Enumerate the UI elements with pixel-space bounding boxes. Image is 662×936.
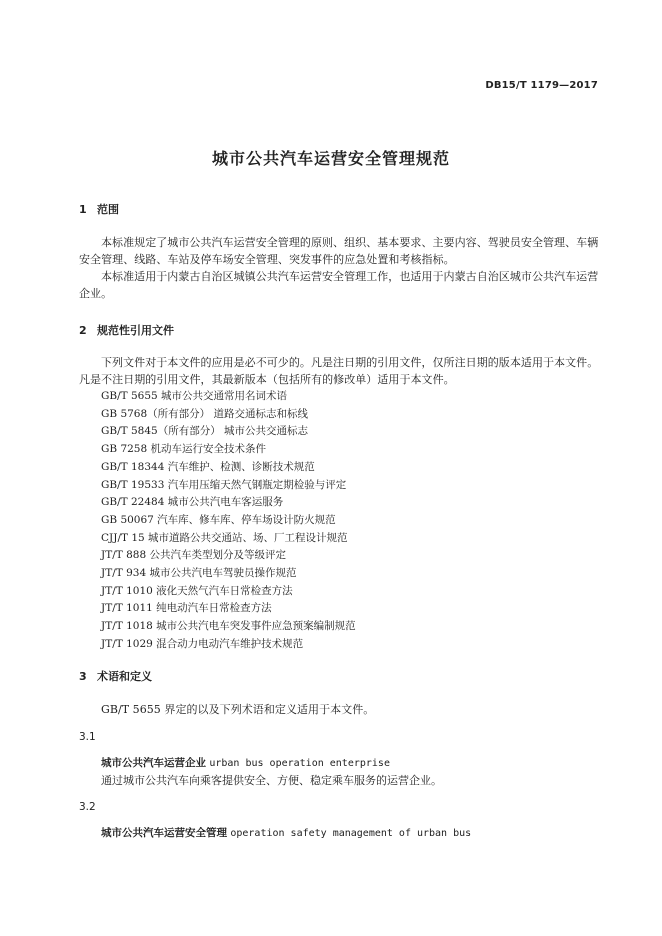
reference-item: GB/T 18344 汽车维护、检测、诊断技术规范 bbox=[101, 460, 315, 473]
term-3-1-name-en: urban bus operation enterprise bbox=[209, 758, 390, 769]
section-2-number: 2 bbox=[79, 324, 87, 337]
scope-paragraph-1: 本标准规定了城市公共汽车运营安全管理的原则、组织、基本要求、主要内容、驾驶员安全管理、车辆安全管理、线路、车站及停车场安全管理、突发事件的应急处置和考核指标。 bbox=[79, 236, 599, 266]
terms-intro: GB/T 5655 界定的以及下列术语和定义适用于本文件。 bbox=[101, 703, 375, 716]
reference-item: JT/T 1011 纯电动汽车日常检查方法 bbox=[101, 602, 272, 615]
term-3-2-name-zh: 城市公共汽车运营安全管理 bbox=[101, 827, 227, 839]
section-2-heading bbox=[79, 322, 174, 338]
section-1-number: 1 bbox=[79, 203, 87, 216]
reference-item: JT/T 1029 混合动力电动汽车维护技术规范 bbox=[101, 637, 304, 650]
reference-list bbox=[101, 388, 356, 654]
reference-item: GB 7258 机动车运行安全技术条件 bbox=[101, 443, 267, 456]
section-2-title: 规范性引用文件 bbox=[97, 324, 174, 337]
term-3-1-name-zh: 城市公共汽车运营企业 bbox=[101, 757, 206, 769]
reference-item: GB 5768（所有部分） 道路交通标志和标线 bbox=[101, 407, 309, 420]
reference-item: GB/T 22484 城市公共汽电车客运服务 bbox=[101, 496, 284, 509]
reference-item: JT/T 888 公共汽车类型划分及等级评定 bbox=[101, 549, 286, 562]
references-intro: 下列文件对于本文件的应用是必不可少的。凡是注日期的引用文件，仅所注日期的版本适用于本文件。凡是不注日期的引用文件，其最新版本（包括所有的修改单）适用于本文件。 bbox=[79, 356, 599, 386]
reference-item: JT/T 934 城市公共汽电车驾驶员操作规范 bbox=[101, 567, 297, 580]
section-3-title: 术语和定义 bbox=[97, 670, 152, 683]
section-1-heading bbox=[79, 201, 119, 217]
term-3-1-number: 3.1 bbox=[79, 731, 96, 743]
section-3-number: 3 bbox=[79, 670, 87, 683]
section-3-heading bbox=[79, 668, 152, 684]
term-3-2-name bbox=[101, 825, 471, 840]
reference-item: CJJ/T 15 城市道路公共交通站、场、厂工程设计规范 bbox=[101, 531, 348, 544]
reference-item: JT/T 1010 液化天然气汽车日常检查方法 bbox=[101, 584, 293, 597]
document-title: 城市公共汽车运营安全管理规范 bbox=[211, 149, 450, 168]
reference-item: JT/T 1018 城市公共汽电车突发事件应急预案编制规范 bbox=[101, 620, 356, 633]
reference-item: GB/T 5655 城市公共交通常用名词术语 bbox=[101, 390, 288, 402]
reference-item: GB/T 5845（所有部分） 城市公共交通标志 bbox=[101, 425, 309, 438]
term-3-2-name-en: operation safety management of urban bus bbox=[230, 828, 472, 839]
term-3-1-name bbox=[101, 755, 390, 770]
scope-paragraph-2: 本标准适用于内蒙古自治区城镇公共汽车运营安全管理工作，也适用于内蒙古自治区城市公共汽车运营企业。 bbox=[79, 270, 599, 300]
section-1-title: 范围 bbox=[97, 203, 119, 216]
term-3-1-definition: 通过城市公共汽车向乘客提供安全、方便、稳定乘车服务的运营企业。 bbox=[101, 774, 442, 787]
document-code: DB15/T 1179—2017 bbox=[485, 80, 598, 91]
term-3-2-number: 3.2 bbox=[79, 801, 96, 813]
reference-item: GB/T 19533 汽车用压缩天然气钢瓶定期检验与评定 bbox=[101, 478, 347, 491]
reference-item: GB 50067 汽车库、修车库、停车场设计防火规范 bbox=[101, 513, 336, 526]
